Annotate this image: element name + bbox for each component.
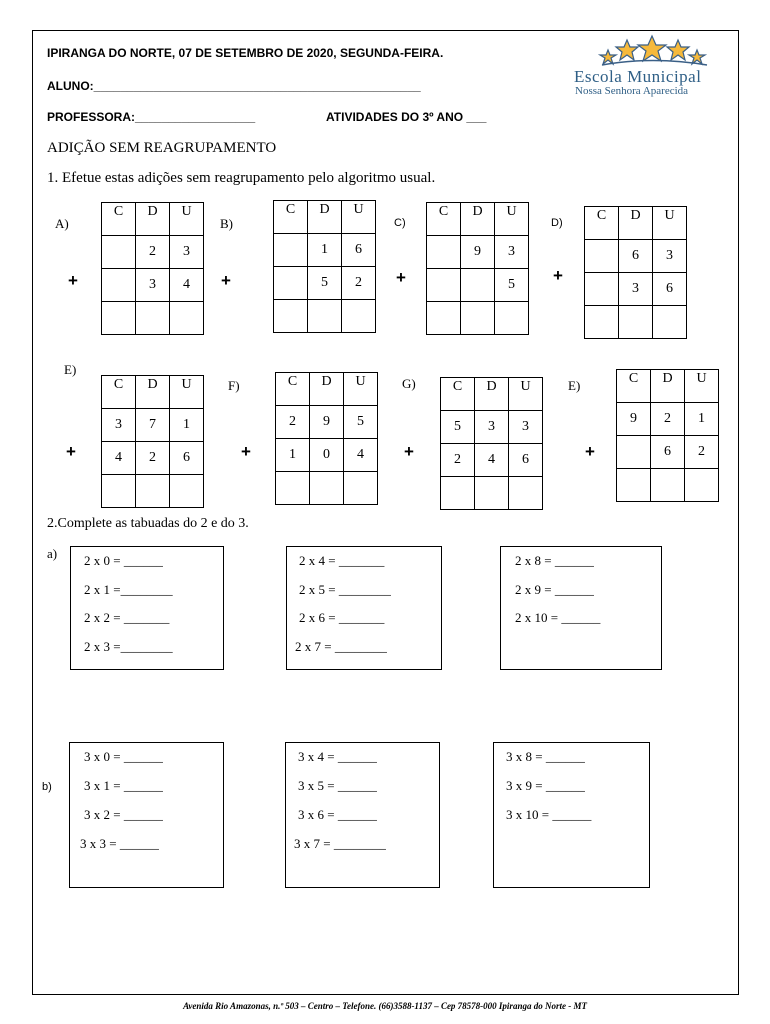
part-b-label: b)	[42, 781, 52, 793]
grade-line: ATIVIDADES DO 3º ANO ___	[326, 110, 487, 124]
grid-cell: C	[441, 378, 475, 411]
grid-cell	[461, 269, 495, 302]
times-table-box	[493, 742, 650, 888]
part-a-label: a)	[47, 546, 58, 561]
grid-cell[interactable]	[427, 302, 461, 335]
grid-cell[interactable]	[619, 306, 653, 339]
grid-cell: U	[495, 203, 529, 236]
grid-cell: C	[274, 201, 308, 234]
grid-cell[interactable]	[344, 472, 378, 505]
times-table-line[interactable]: 3 x 9 = ______	[506, 778, 585, 793]
grid-cell	[102, 269, 136, 302]
grid-cell	[274, 234, 308, 267]
grid-cell: 3	[170, 236, 204, 269]
grid-cell: C	[427, 203, 461, 236]
times-table-line[interactable]: 3 x 10 = ______	[506, 807, 592, 822]
grid-cell[interactable]	[170, 475, 204, 508]
grid-cell: 6	[619, 240, 653, 273]
grid-cell: 1	[276, 439, 310, 472]
grid-cell[interactable]	[509, 477, 543, 510]
addition-grid-h	[616, 369, 719, 502]
grid-cell: 1	[685, 403, 719, 436]
grid-cell[interactable]	[274, 300, 308, 333]
grid-cell: D	[308, 201, 342, 234]
grid-cell[interactable]	[685, 469, 719, 502]
grid-cell: 4	[170, 269, 204, 302]
stars-icon	[572, 34, 734, 70]
grid-cell[interactable]	[136, 475, 170, 508]
grid-cell: 3	[102, 409, 136, 442]
grid-cell[interactable]	[102, 475, 136, 508]
grid-cell: 2	[136, 236, 170, 269]
times-table-line[interactable]: 2 x 3 =________	[84, 639, 173, 654]
grid-cell: D	[651, 370, 685, 403]
times-table-line[interactable]: 3 x 7 = ________	[294, 836, 386, 851]
problem-label: F)	[228, 378, 240, 393]
grid-cell: U	[653, 207, 687, 240]
times-table-line[interactable]: 3 x 3 = ______	[80, 836, 159, 851]
grid-cell: 3	[653, 240, 687, 273]
grid-cell[interactable]	[651, 469, 685, 502]
grid-cell: C	[102, 203, 136, 236]
addition-grid-c	[426, 202, 529, 335]
grid-cell: 6	[651, 436, 685, 469]
grid-cell: 3	[136, 269, 170, 302]
plus-sign: +	[221, 271, 231, 290]
times-table-box	[500, 546, 662, 670]
times-table-box	[285, 742, 440, 888]
grid-cell: 2	[342, 267, 376, 300]
times-table-line[interactable]: 3 x 6 = ______	[298, 807, 377, 822]
grid-cell: 3	[495, 236, 529, 269]
grid-cell: 5	[308, 267, 342, 300]
logo-school-subtitle: Nossa Senhora Aparecida	[575, 85, 689, 97]
grid-cell: 9	[617, 403, 651, 436]
addition-grid-b	[273, 200, 376, 333]
grid-cell	[102, 236, 136, 269]
grid-cell: C	[617, 370, 651, 403]
grid-cell[interactable]	[102, 302, 136, 335]
problem-label: B)	[220, 216, 233, 231]
grid-cell[interactable]	[342, 300, 376, 333]
header-title: IPIRANGA DO NORTE, 07 DE SETEMBRO DE 2020, SEGUNDA-FEIRA.	[47, 46, 444, 60]
times-table-box	[70, 546, 224, 670]
grid-cell: C	[585, 207, 619, 240]
grid-cell: U	[342, 201, 376, 234]
addition-grid-f	[275, 372, 378, 505]
grid-cell: D	[310, 373, 344, 406]
exercise1-instruction: 1. Efetue estas adições sem reagrupamento pelo algoritmo usual.	[47, 170, 436, 186]
addition-grid-d	[584, 206, 687, 339]
times-table-box	[69, 742, 224, 888]
problem-label: D)	[551, 217, 563, 229]
grid-cell: 9	[461, 236, 495, 269]
grid-cell	[617, 436, 651, 469]
grid-cell	[585, 240, 619, 273]
grid-cell[interactable]	[653, 306, 687, 339]
times-table-line[interactable]: 2 x 10 = ______	[515, 610, 601, 625]
times-table-line[interactable]: 3 x 1 = ______	[84, 778, 163, 793]
exercise2-instruction: 2.Complete as tabuadas do 2 e do 3.	[47, 516, 249, 531]
grid-cell: D	[461, 203, 495, 236]
plus-sign: +	[396, 268, 406, 287]
addition-grid-e	[101, 375, 204, 508]
grid-cell[interactable]	[495, 302, 529, 335]
grid-cell: U	[685, 370, 719, 403]
problem-label: C)	[394, 217, 406, 229]
student-name-line: ALUNO:_________________________________________________	[47, 79, 421, 93]
times-table-line[interactable]: 3 x 8 = ______	[506, 749, 585, 764]
grid-cell[interactable]	[308, 300, 342, 333]
grid-cell: U	[344, 373, 378, 406]
grid-cell: 7	[136, 409, 170, 442]
grid-cell: 5	[441, 411, 475, 444]
grid-cell: 4	[344, 439, 378, 472]
grid-cell: D	[136, 376, 170, 409]
times-table-line[interactable]: 2 x 1 =________	[84, 582, 173, 597]
grid-cell[interactable]	[461, 302, 495, 335]
grid-cell: D	[619, 207, 653, 240]
grid-cell: C	[276, 373, 310, 406]
grid-cell: 5	[344, 406, 378, 439]
grid-cell[interactable]	[276, 472, 310, 505]
section-title: ADIÇÃO SEM REAGRUPAMENTO	[47, 140, 277, 156]
plus-sign: +	[68, 271, 78, 290]
times-table-line[interactable]: 3 x 2 = ______	[84, 807, 163, 822]
grid-cell: 2	[136, 442, 170, 475]
grid-cell[interactable]	[170, 302, 204, 335]
plus-sign: +	[585, 442, 595, 461]
addition-grid-a	[101, 202, 204, 335]
times-table-line[interactable]: 2 x 0 = ______	[84, 553, 163, 568]
grid-cell: U	[170, 203, 204, 236]
times-table-line[interactable]: 2 x 2 = _______	[84, 610, 170, 625]
grid-cell[interactable]	[585, 306, 619, 339]
grid-cell	[427, 269, 461, 302]
plus-sign: +	[241, 442, 251, 461]
grid-cell: 2	[651, 403, 685, 436]
plus-sign: +	[553, 266, 563, 285]
grid-cell: 6	[509, 444, 543, 477]
grid-cell[interactable]	[136, 302, 170, 335]
grid-cell	[274, 267, 308, 300]
grid-cell: 9	[310, 406, 344, 439]
grid-cell: 2	[685, 436, 719, 469]
grid-cell: 0	[310, 439, 344, 472]
grid-cell[interactable]	[617, 469, 651, 502]
times-table-line[interactable]: 2 x 6 = _______	[299, 610, 385, 625]
grid-cell: 3	[619, 273, 653, 306]
grid-cell: 3	[509, 411, 543, 444]
grid-cell: 6	[653, 273, 687, 306]
grid-cell: 1	[170, 409, 204, 442]
grid-cell[interactable]	[475, 477, 509, 510]
problem-label: E)	[64, 362, 77, 377]
problem-label: A)	[55, 216, 69, 231]
problem-label: E)	[568, 378, 581, 393]
times-table-box	[286, 546, 442, 670]
grid-cell: 1	[308, 234, 342, 267]
grid-cell: 6	[342, 234, 376, 267]
teacher-name-line: PROFESSORA:__________________	[47, 110, 256, 124]
logo-school-name: Escola Municipal	[574, 67, 702, 86]
times-table-line[interactable]: 2 x 4 = _______	[299, 553, 385, 568]
times-table-line[interactable]: 3 x 5 = ______	[298, 778, 377, 793]
times-table-line[interactable]: 2 x 7 = ________	[295, 639, 387, 654]
grid-cell: 5	[495, 269, 529, 302]
grid-cell: C	[102, 376, 136, 409]
problem-label: G)	[402, 376, 416, 391]
plus-sign: +	[66, 442, 76, 461]
school-logo	[572, 34, 734, 100]
grid-cell[interactable]	[441, 477, 475, 510]
grid-cell: 6	[170, 442, 204, 475]
times-table-line[interactable]: 2 x 5 = ________	[299, 582, 391, 597]
grid-cell: U	[170, 376, 204, 409]
grid-cell: D	[475, 378, 509, 411]
grid-cell: U	[509, 378, 543, 411]
grid-cell: 4	[102, 442, 136, 475]
times-table-line[interactable]: 3 x 0 = ______	[84, 749, 163, 764]
grid-cell: 3	[475, 411, 509, 444]
grid-cell: D	[136, 203, 170, 236]
addition-grid-g	[440, 377, 543, 510]
footer-address: Avenida Rio Amazonas, n.º 503 – Centro – Telefone. (66)3588-1137 – Cep 78578-000 Ipiranga do Norte - MT	[183, 1001, 587, 1011]
grid-cell: 2	[276, 406, 310, 439]
times-table-line[interactable]: 3 x 4 = ______	[298, 749, 377, 764]
grid-cell	[585, 273, 619, 306]
times-table-line[interactable]: 2 x 9 = ______	[515, 582, 594, 597]
grid-cell: 2	[441, 444, 475, 477]
times-table-line[interactable]: 2 x 8 = ______	[515, 553, 594, 568]
plus-sign: +	[404, 442, 414, 461]
grid-cell	[427, 236, 461, 269]
grid-cell[interactable]	[310, 472, 344, 505]
grid-cell: 4	[475, 444, 509, 477]
